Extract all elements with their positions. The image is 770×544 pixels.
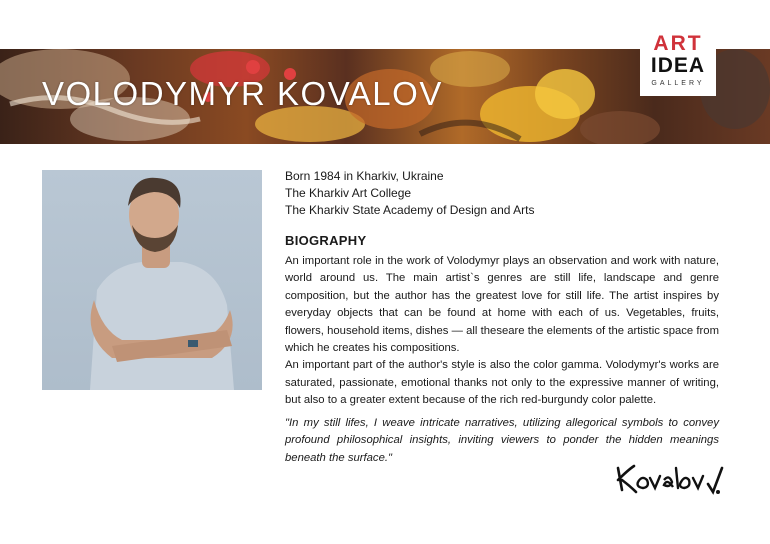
artist-quote: "In my still lifes, I weave intricate narratives, utilizing allegorical symbols to convey profound philosophical insights, inviting viewers to ponder the hidden meanings beneath the surface." [285,417,719,464]
biography-heading: BIOGRAPHY [285,233,367,248]
biography-paragraph: An important role in the work of Volodymyr plays an observation and work with nature, world around us. The main artist`s genres are still life, landscape and genre composition, but the author has the greatest love for still life. The artist inspires by everyday objects that can be found at home with each of us. Vegetables, fruits, flowers, household items, dishes — all theseare the elements of the artistic space from which he creates his compositions. [285,255,719,355]
logo-idea-text: IDEA [650,54,706,77]
signature-drawing [612,460,727,500]
education-line-academy: The Kharkiv State Academy of Design and Arts [285,203,535,217]
biography-text [285,253,719,410]
logo-art-text: ART [653,32,703,55]
education-line-college: The Kharkiv Art College [285,186,412,200]
artist-signature [612,460,727,505]
gallery-logo [640,28,716,96]
logo-gallery-text: GALLERY [651,80,705,87]
artist-info [285,168,720,219]
artist-name: VOLODYMYR KOVALOV [42,75,443,112]
artist-portrait-icon [42,170,262,390]
birth-line: Born 1984 in Kharkiv, Ukraine [285,169,444,183]
artist-portrait-photo [42,170,262,390]
biography-paragraph: An important part of the author's style is also the color gamma. Volodymyr's works are saturated, passionate, emotional thanks not only to the expressive manner of writing, but also to a greater extent because of the rich red-burgundy color palette. [285,359,719,407]
